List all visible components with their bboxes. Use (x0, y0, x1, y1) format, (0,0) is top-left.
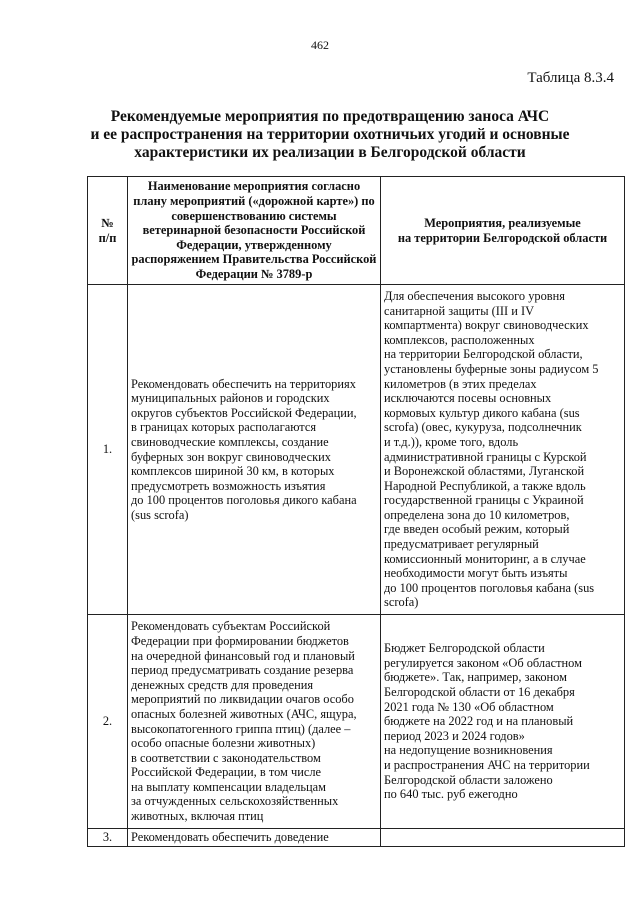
recommended-measure-cell: Рекомендовать субъектам Российской Федерации при формировании бюджетов на очередной финансовый год и плановый период предусматривать создание резерва денежных средств для проведения мероприятий по ликвидации очагов особо опасных болезней животных (АЧС, ящура, высокопатогенного гриппа птиц) (далее – особо опасные болезни животных) в соответствии с законодательством Российской Федерации, в том числе на выплату компенсации владельцам за отчужденных сельскохозяйственных животных, включая птиц (128, 615, 381, 829)
implemented-measure-cell: Бюджет Белгородской области регулируется законом «Об областном бюджете». Так, например, законом Белгородской области от 16 декабря 2021 года № 130 «Об областном бюджете на 2022 год и на плановый период 2023 и 2024 годов» на недопущение возникновения и распространения АЧС на территории Белгородской области заложено по 640 тыс. руб ежегодно (381, 615, 625, 829)
header-recommended-measure: Наименование мероприятия согласно плану мероприятий («дорожной карте») по совершенствованию системы ветеринарной безопасности Российской Федерации, утвержденному распоряжением Правительства Российской Федерации № 3789-р (128, 177, 381, 285)
row-number: 3. (88, 829, 128, 847)
title-line: Рекомендуемые мероприятия по предотвращению заноса АЧС (110, 108, 550, 125)
header-implemented-measure: Мероприятия, реализуемые на территории Белгородской области (381, 177, 625, 285)
title-line: и ее распространения на территории охотничьих угодий и основные (90, 126, 570, 143)
document-title (60, 108, 600, 162)
measures-table (87, 176, 625, 847)
row-number: 1. (88, 285, 128, 615)
recommended-measure-cell: Рекомендовать обеспечить на территориях муниципальных районов и городских округов субъектов Российской Федерации, в границах которых располагаются свиноводческие комплексы, создание буферных зон вокруг свиноводческих комплексов шириной 30 км, в которых предусмотреть возможность изъятия до 100 процентов поголовья дикого кабана (sus scrofa) (128, 285, 381, 615)
table-label: Таблица 8.3.4 (527, 70, 614, 86)
row-number: 2. (88, 615, 128, 829)
table-header-row (88, 177, 625, 285)
page-number: 462 (311, 38, 329, 52)
table-row (88, 829, 625, 847)
header-number: № п/п (88, 177, 128, 285)
table-row (88, 285, 625, 615)
recommended-measure-cell: Рекомендовать обеспечить доведение (128, 829, 381, 847)
table-row (88, 615, 625, 829)
implemented-measure-cell: Для обеспечения высокого уровня санитарной защиты (III и IV компартмента) вокруг свиноводческих комплексов, расположенных на территории Белгородской области, установлены буферные зоны радиусом 5 километров (в этих пределах исключаются посевы основных кормовых культур дикого кабана (sus scrofa) (овес, кукуруза, подсолнечник и т.д.)), кроме того, вдоль административной границы с Курской и Воронежской областями, Луганской Народной Республикой, а также вдоль государственной границы с Украиной определена зона до 10 километров, где введен особый режим, который предусматривает регулярный комиссионный мониторинг, а в случае необходимости могут быть изъяты до 100 процентов поголовья кабана (sus scrofa) (381, 285, 625, 615)
title-line: характеристики их реализации в Белгородской области (134, 144, 526, 161)
implemented-measure-cell (381, 829, 625, 847)
